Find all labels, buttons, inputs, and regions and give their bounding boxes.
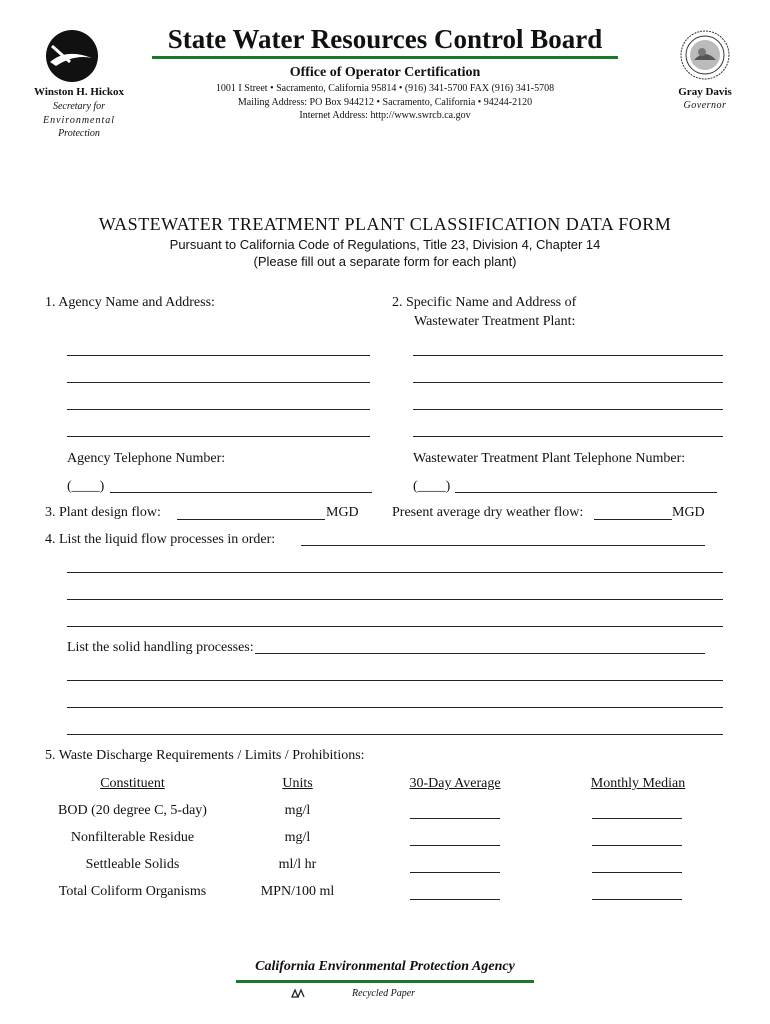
plant-address-field-2[interactable] xyxy=(413,382,723,383)
q3-label: 3. Plant design flow: xyxy=(45,505,161,520)
footer-agency: California Environmental Protection Agency xyxy=(255,959,515,974)
col-header-constituent: Constituent xyxy=(100,776,165,791)
header-green-rule xyxy=(152,56,618,59)
row-monthly-field[interactable] xyxy=(592,899,682,900)
row-constituent: Total Coliform Organisms xyxy=(58,884,207,899)
q1-label: 1. Agency Name and Address: xyxy=(45,295,215,310)
row-constituent: Nonfilterable Residue xyxy=(70,830,195,845)
row-30day-field[interactable] xyxy=(410,899,500,900)
agency-phone-field[interactable] xyxy=(110,492,372,493)
row-monthly-field[interactable] xyxy=(592,845,682,846)
q2-label-line2: Wastewater Treatment Plant: xyxy=(414,314,576,329)
recycle-icon xyxy=(289,986,307,1000)
row-units: MPN/100 ml xyxy=(260,884,335,899)
plant-address-field-3[interactable] xyxy=(413,409,723,410)
plant-address-field-4[interactable] xyxy=(413,436,723,437)
dry-weather-flow-field[interactable] xyxy=(594,519,672,520)
liquid-process-field-3[interactable] xyxy=(67,599,723,600)
liquid-process-field-4[interactable] xyxy=(67,626,723,627)
address-line-1: 1001 I Street • Sacramento, California 95814 • (916) 341-5700 FAX (916) 341-5708 xyxy=(215,83,555,94)
row-30day-field[interactable] xyxy=(410,818,500,819)
left-official-title-1: Secretary for xyxy=(52,101,106,112)
solid-process-field-2[interactable] xyxy=(67,680,723,681)
q4-label: 4. List the liquid flow processes in order: xyxy=(45,532,276,547)
solid-process-field-3[interactable] xyxy=(67,707,723,708)
solid-process-field-4[interactable] xyxy=(67,734,723,735)
liquid-process-field-2[interactable] xyxy=(67,572,723,573)
row-30day-field[interactable] xyxy=(410,872,500,873)
plant-phone-field[interactable] xyxy=(455,492,717,493)
row-monthly-field[interactable] xyxy=(592,818,682,819)
agency-phone-label: Agency Telephone Number: xyxy=(67,451,226,466)
solid-process-field-1[interactable] xyxy=(255,653,705,654)
row-monthly-field[interactable] xyxy=(592,872,682,873)
row-constituent: BOD (20 degree C, 5-day) xyxy=(58,803,207,818)
row-constituent: Settleable Solids xyxy=(85,857,180,872)
row-units: ml/l hr xyxy=(278,857,317,872)
plant-phone-prefix: (____) xyxy=(413,479,451,494)
address-line-3: Internet Address: http://www.swrcb.ca.gov xyxy=(299,110,471,121)
q5-label: 5. Waste Discharge Requirements / Limits / Prohibitions: xyxy=(45,748,365,763)
q3-unit: MGD xyxy=(326,505,359,520)
right-official-name: Gray Davis xyxy=(678,86,732,98)
q3b-unit: MGD xyxy=(672,505,705,520)
plant-address-field-1[interactable] xyxy=(413,355,723,356)
q4b-label: List the solid handling processes: xyxy=(67,640,254,655)
row-units: mg/l xyxy=(284,803,311,818)
row-30day-field[interactable] xyxy=(410,845,500,846)
design-flow-field[interactable] xyxy=(177,519,325,520)
agency-phone-prefix: (____) xyxy=(67,479,105,494)
agency-address-field-4[interactable] xyxy=(67,436,370,437)
state-board-logo xyxy=(44,28,100,84)
left-official-title-2: Environmental xyxy=(42,115,116,126)
left-official-name: Winston H. Hickox xyxy=(34,86,124,98)
board-title: State Water Resources Control Board xyxy=(167,24,603,54)
water-drop-logo-icon xyxy=(44,28,100,84)
col-header-30day: 30-Day Average xyxy=(409,776,501,791)
form-subtitle-2: (Please fill out a separate form for each plant) xyxy=(253,254,517,269)
form-title: WASTEWATER TREATMENT PLANT CLASSIFICATION DATA FORM xyxy=(98,214,672,234)
row-units: mg/l xyxy=(284,830,311,845)
footer-green-rule xyxy=(236,980,534,983)
agency-address-field-1[interactable] xyxy=(67,355,370,356)
office-title: Office of Operator Certification xyxy=(289,65,481,80)
form-subtitle-1: Pursuant to California Code of Regulations, Title 23, Division 4, Chapter 14 xyxy=(169,237,601,252)
state-seal xyxy=(680,30,730,80)
plant-phone-label: Wastewater Treatment Plant Telephone Number: xyxy=(413,451,686,466)
liquid-process-field-1[interactable] xyxy=(301,545,705,546)
agency-address-field-2[interactable] xyxy=(67,382,370,383)
right-official-title: Governor xyxy=(683,100,727,111)
q3b-label: Present average dry weather flow: xyxy=(392,505,584,520)
recycled-paper-note: Recycled Paper xyxy=(352,988,416,999)
address-line-2: Mailing Address: PO Box 944212 • Sacramento, California • 94244-2120 xyxy=(237,97,533,108)
col-header-units: Units xyxy=(282,776,313,791)
left-official-title-3: Protection xyxy=(58,128,100,139)
q2-label-line1: 2. Specific Name and Address of xyxy=(392,295,577,310)
agency-address-field-3[interactable] xyxy=(67,409,370,410)
col-header-monthly: Monthly Median xyxy=(590,776,686,791)
california-seal-icon xyxy=(680,30,730,80)
